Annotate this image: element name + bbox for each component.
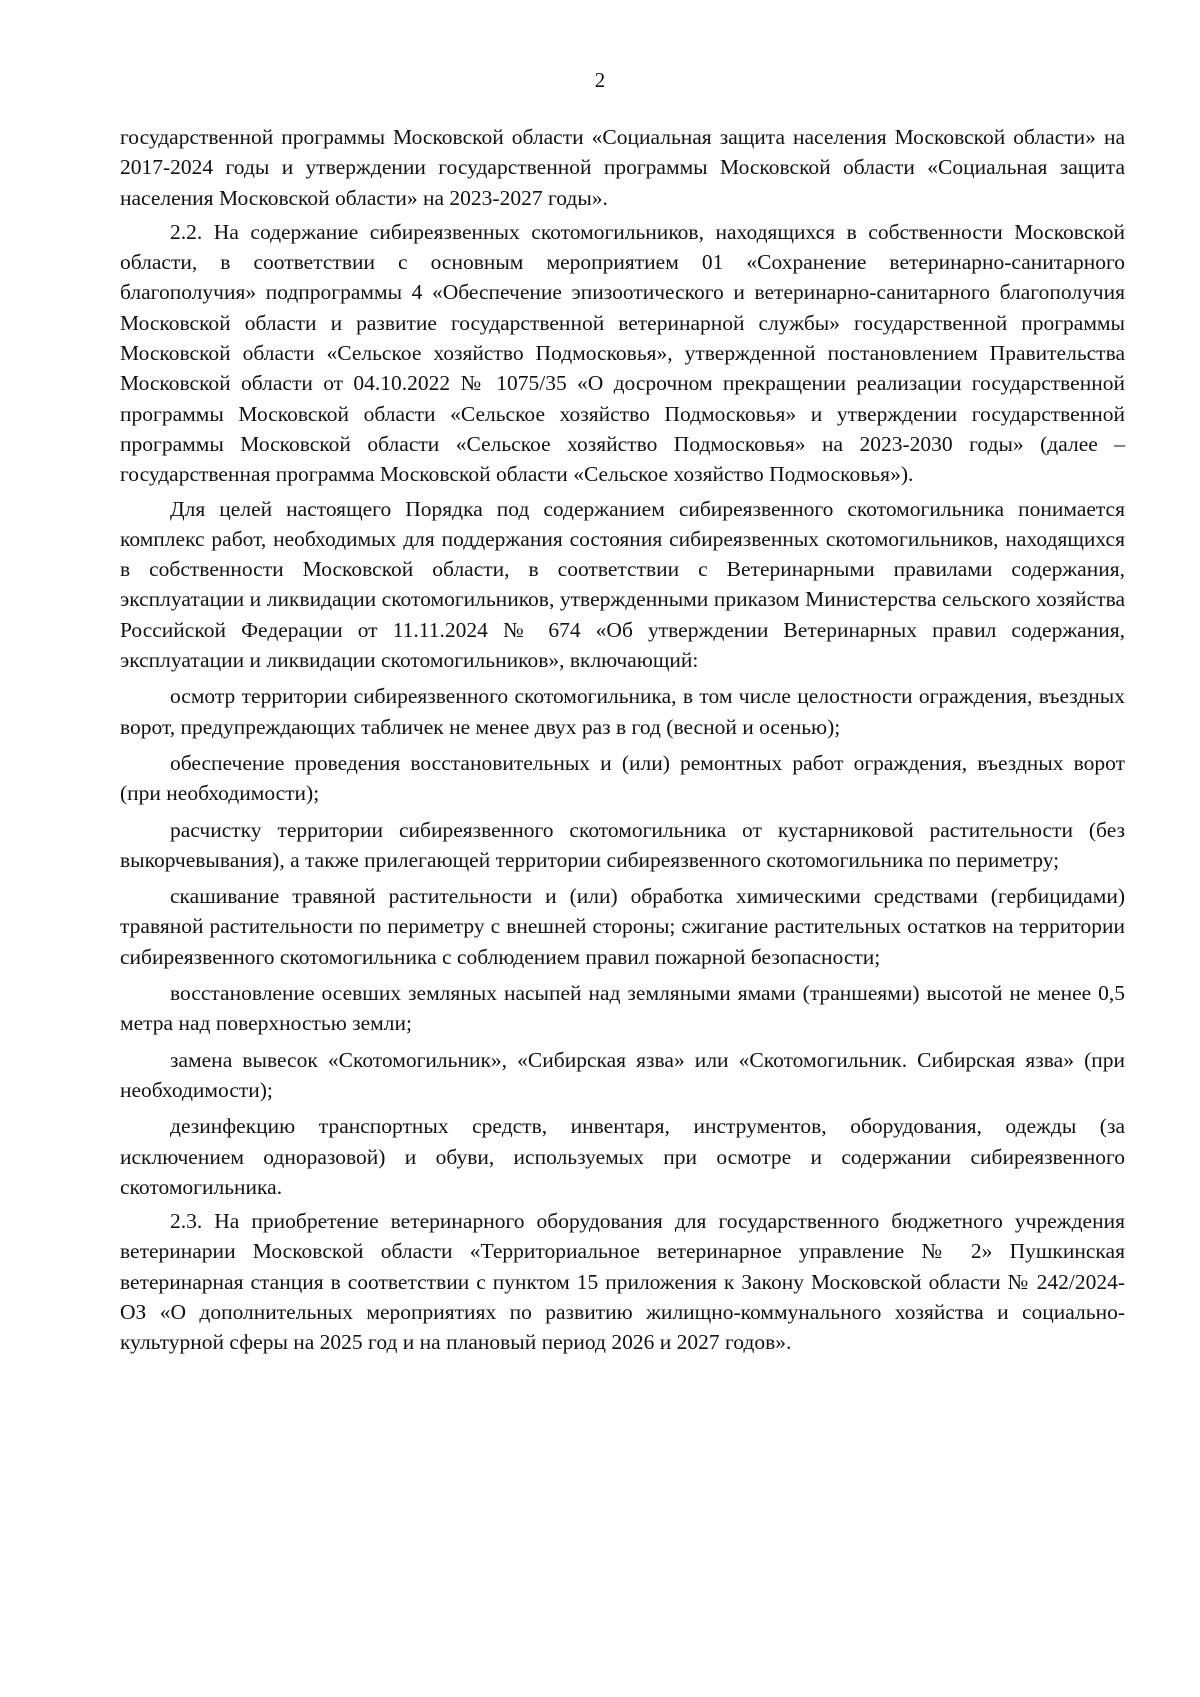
list-item-mounds: восстановление осевших земляных насыпей над земляными ямами (траншеями) высотой не менее 0,5 метра над поверхностью земли; xyxy=(120,981,1125,1036)
document-body xyxy=(120,122,1125,1358)
list-item-repair: обеспечение проведения восстановительных и (или) ремонтных работ ограждения, въездных ворот (при необходимости); xyxy=(120,750,1125,806)
list-item-mowing: скашивание травяной растительности и (или) обработка химическими средствами (гербицидами) травяной растительности по периметру с внешней стороны; сжигание растительных остатков на территории сибиреязвенного скотомогильника с соблюдением правил пожарной безопасности; xyxy=(120,884,1125,969)
list-item-inspection: осмотр территории сибиреязвенного скотомогильника, в том числе целостности ограждения, въездных ворот, предупреждающих табличек не менее двух раз в год (весной и осенью); xyxy=(120,684,1125,739)
list-item-disinfection: дезинфекцию транспортных средств, инвентаря, инструментов, оборудования, одежды (за исключением одноразовой) и обуви, используемых при осмотре и содержании сибиреязвенного скотомогильника. xyxy=(120,1114,1125,1199)
list-item-clearing: расчистку территории сибиреязвенного скотомогильника от кустарниковой растительности (без выкорчевывания), а также прилегающей территории сибиреязвенного скотомогильника по периметру; xyxy=(120,817,1125,872)
paragraph-2-2: 2.2. На содержание сибиреязвенных скотомогильников, находящихся в собственности Московской области, в соответствии с основным мероприятием 01 «Сохранение ветеринарно-санитарного благополучия» подпрограммы 4 «Обеспечение эпизоотического и ветеринарно-санитарного благополучия Московской области и развитие государственной ветеринарной службы» государственной программы Московской области «Сельское хозяйство Подмосковья», утвержденной постановлением Правительства Московской области от 04.10.2022 № 1075/35 «О досрочном прекращении реализации государственной программы Московской области «Сельское хозяйство Подмосковья» и утверждении государственной программы Московской области «Сельское хозяйство Подмосковья» на 2023-2030 годы» (далее – государственная программа Московской области «Сельское хозяйство Подмосковья»). xyxy=(120,219,1125,487)
list-item-signs: замена вывесок «Скотомогильник», «Сибирская язва» или «Скотомогильник. Сибирская язва» (при необходимости); xyxy=(120,1047,1125,1102)
paragraph-continuation: государственной программы Московской области «Социальная защита населения Московской области» на 2017-2024 годы и утверждении государственной программы Московской области «Социальная защита населения Московской области» на 2023-2027 годы». xyxy=(120,125,1125,210)
paragraph-2-3: 2.3. На приобретение ветеринарного оборудования для государственного бюджетного учреждения ветеринарии Московской области «Территориальное ветеринарное управление № 2» Пушкинская ветеринарная станция в соответствии с пунктом 15 приложения к Закону Московской области № 242/2024-ОЗ «О дополнительных мероприятиях по развитию жилищно-коммунального хозяйства и социально-культурной сферы на 2025 год и на плановый период 2026 и 2027 годов». xyxy=(120,1209,1125,1355)
paragraph-definition: Для целей настоящего Порядка под содержанием сибиреязвенного скотомогильника понимается комплекс работ, необходимых для поддержания состояния сибиреязвенных скотомогильников, находящихся в собственности Московской области, в соответствии с Ветеринарными правилами содержания, эксплуатации и ликвидации скотомогильников, утвержденными приказом Министерства сельского хозяйства Российской Федерации от 11.11.2024 № 674 «Об утверждении Ветеринарных правил содержания, эксплуатации и ликвидации скотомогильников», включающий: xyxy=(120,496,1125,673)
page-number: 2 xyxy=(594,68,606,92)
